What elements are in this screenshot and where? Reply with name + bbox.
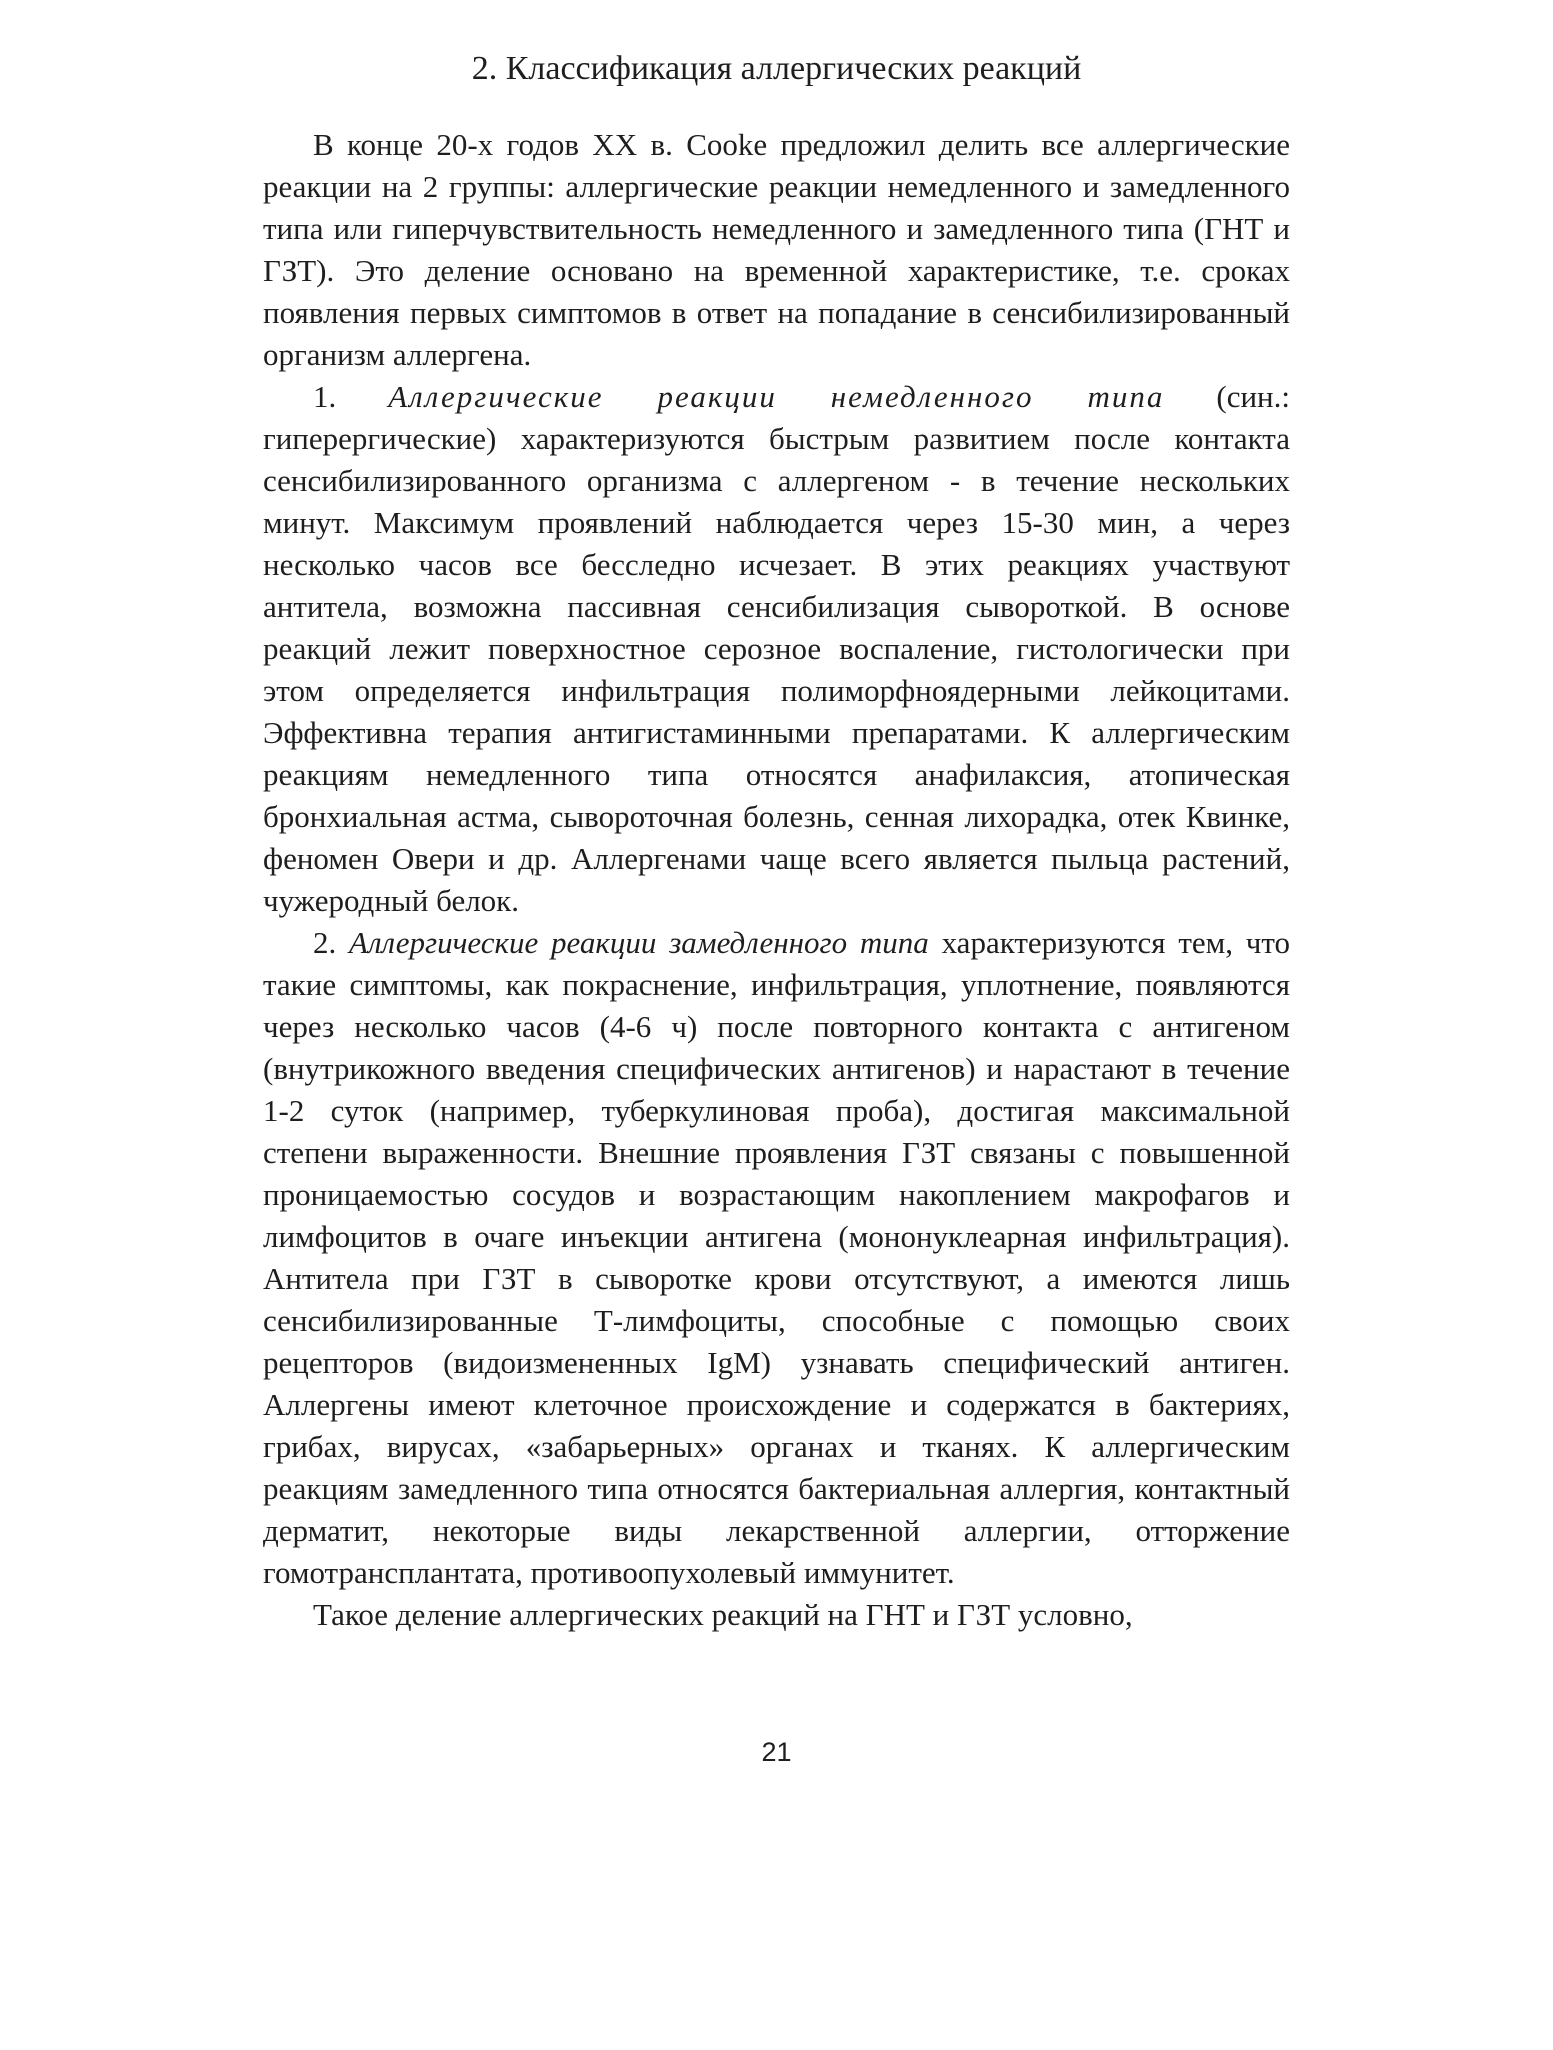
- paragraph-conclusion: [263, 1594, 1290, 1636]
- paragraph-delayed-type-text: характеризуются тем, что такие симптомы, как покраснение, инфильтрация, уплотнение, появляются через несколько часов (4-6 ч) после повторного контакта с антигеном (внутрикожного введения специфических антигенов) и нарастают в течение 1-2 суток (например, туберкулиновая проба), достигая максимальной степени выраженности. Внешние проявления ГЗТ связаны с повышенной проницаемостью сосудов и возрастающим накоплением макрофагов и лимфоцитов в очаге инъекции антигена (мононуклеарная инфильтрация). Антитела при ГЗТ в сыворотке крови отсутствуют, а имеются лишь сенсибилизированные Т-лимфоциты, способные с помощью своих рецепторов (видоизмененных IgM) узнавать специфический антиген. Аллергены имеют клеточное происхождение и содержатся в бактериях, грибах, вирусах, «забарьерных» органах и тканях. К аллергическим реакциям замедленного типа относятся бактериальная аллергия, контактный дерматит, некоторые виды лекарственной аллергии, отторжение гомотрансплантата, противоопухолевый иммунитет.: [263, 925, 1290, 1590]
- term-immediate-type: Аллергические реакции немедленного типа: [388, 379, 1165, 414]
- paragraph-intro: [263, 124, 1290, 376]
- paragraph-intro-text: В конце 20-х годов XX в. Cooke предложил делить все аллергические реакции на 2 группы: аллергические реакции немедленного и замедленного типа или гиперчувствительность немедленного и замедленного типа (ГНТ и ГЗТ). Это деление основано на временной характеристике, т.е. сроках появления первых симптомов в ответ на попадание в сенсибилизированный организм аллергена.: [263, 127, 1290, 372]
- list-number-1: 1.: [313, 379, 337, 414]
- paragraph-immediate-type-text: (син.: гиперергические) характеризуются быстрым развитием после контакта сенсибилизированного организма с аллергеном - в течение нескольких минут. Максимум проявлений наблюдается через 15-30 мин, а через несколько часов все бесследно исчезает. В этих реакциях участвуют антитела, возможна пассивная сенсибилизация сывороткой. В основе реакций лежит поверхностное серозное воспаление, гистологически при этом определяется инфильтрация полиморфноядерными лейкоцитами. Эффективна терапия антигистаминными препаратами. К аллергическим реакциям немедленного типа относятся анафилаксия, атопическая бронхиальная астма, сывороточная болезнь, сенная лихорадка, отек Квинке, феномен Овери и др. Аллергенами чаще всего является пыльца растений, чужеродный белок.: [263, 379, 1290, 918]
- page-number: 21: [761, 1737, 792, 1767]
- paragraph-conclusion-text: Такое деление аллергических реакций на ГНТ и ГЗТ условно,: [313, 1597, 1133, 1632]
- body-text: [263, 124, 1290, 1636]
- paragraph-immediate-type: [263, 376, 1290, 922]
- section-heading: 2. Классификация аллергических реакций: [471, 50, 1082, 87]
- paragraph-delayed-type: [263, 922, 1290, 1594]
- term-delayed-type: Аллергические реакции замедленного типа: [349, 925, 929, 960]
- list-number-2: 2.: [313, 925, 337, 960]
